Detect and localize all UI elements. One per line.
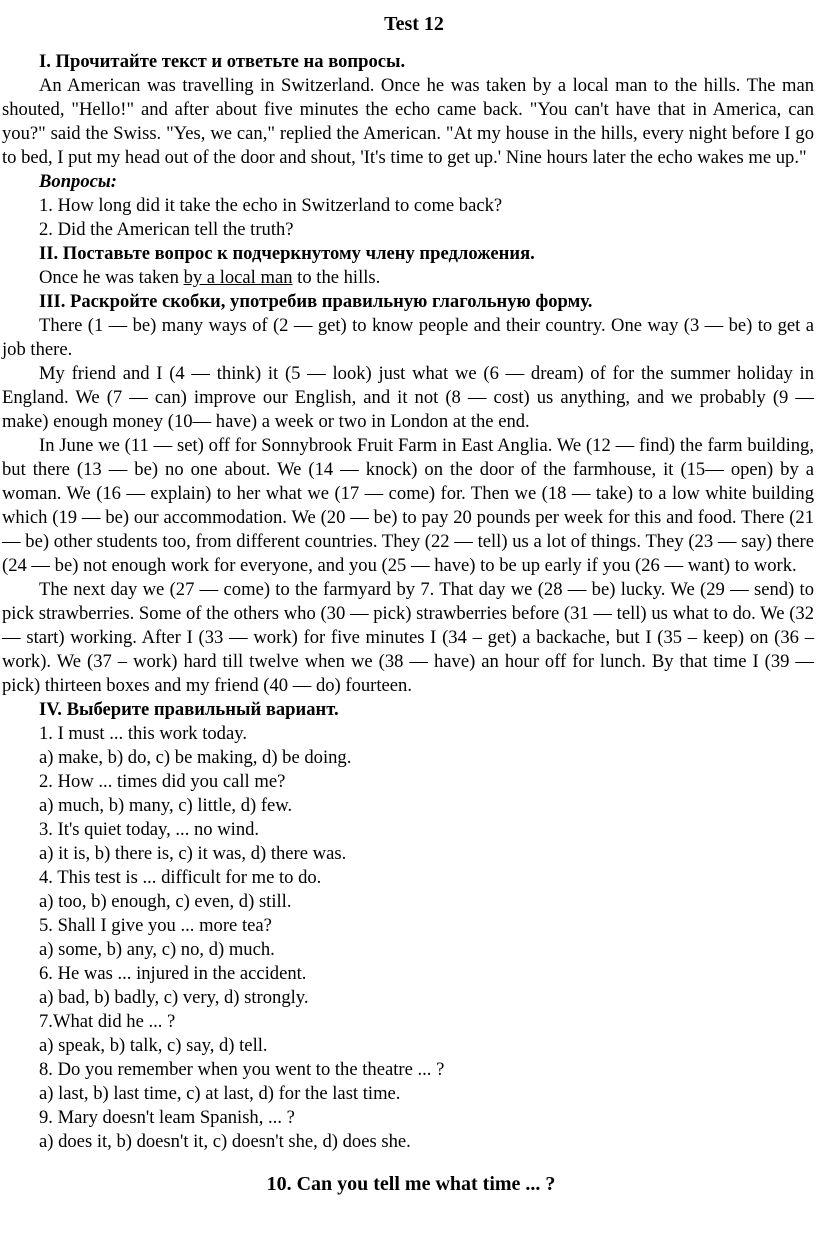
sentence-start: Once he was taken [39, 267, 184, 288]
mc-options-1: a) make, b) do, c) be making, d) be doing. [39, 747, 352, 768]
questions-label: Вопросы: [39, 171, 117, 192]
exercise-paragraph-1: There (1 — be) many ways of (2 — get) to know people and their country. One way (3 — be) to get a job there. [2, 315, 814, 360]
underlined-member: by a local man [183, 267, 293, 288]
section-3-heading: III. Раскройте скобки, употребив правильную глагольную форму. [39, 291, 593, 312]
mc-question-8: 8. Do you remember when you went to the theatre ... ? [39, 1059, 445, 1080]
section-1-heading: I. Прочитайте текст и ответьте на вопросы. [39, 51, 406, 72]
section-2-sentence [2, 266, 814, 290]
mc-question-4: 4. This test is ... difficult for me to do. [39, 867, 322, 888]
mc-question-2: 2. How ... times did you call me? [39, 771, 286, 792]
question-2: 2. Did the American tell the truth? [39, 219, 294, 240]
section-4-heading: IV. Выберите правильный вариант. [39, 699, 339, 720]
mc-options-4: a) too, b) enough, c) even, d) still. [39, 891, 292, 912]
mc-options-6: a) bad, b) badly, c) very, d) strongly. [39, 987, 309, 1008]
mc-question-1: 1. I must ... this work today. [39, 723, 247, 744]
exercise-paragraph-4: The next day we (27 — come) to the farmyard by 7. That day we (28 — be) lucky. We (29 — send) to pick strawberries. Some of the others who (30 — pick) strawberries before (31 — tell) us what to do. We (32 — start) working. After I (33 — work) for five minutes I (34 – get) a backache, but I (35 – keep) on (36 – work). We (37 – work) hard till twelve when we (38 — have) an hour off for lunch. By that time I (39 — pick) thirteen boxes and my friend (40 — do) fourteen. [2, 579, 814, 696]
question-1: 1. How long did it take the echo in Switzerland to come back? [39, 195, 503, 216]
final-question: 10. Can you tell me what time ... ? [266, 1173, 556, 1195]
section-2-heading: II. Поставьте вопрос к подчеркнутому члену предложения. [39, 243, 535, 264]
mc-question-6: 6. He was ... injured in the accident. [39, 963, 307, 984]
mc-options-5: a) some, b) any, c) no, d) much. [39, 939, 275, 960]
mc-options-3: a) it is, b) there is, c) it was, d) there was. [39, 843, 347, 864]
mc-question-5: 5. Shall I give you ... more tea? [39, 915, 272, 936]
mc-options-8: a) last, b) last time, c) at last, d) for the last time. [39, 1083, 401, 1104]
mc-options-9: a) does it, b) doesn't it, c) doesn't she, d) does she. [39, 1131, 411, 1152]
reading-text: An American was travelling in Switzerland. Once he was taken by a local man to the hills. The man shouted, "Hello!" and after about five minutes the echo came back. "You can't have that in America, can you?" said the Swiss. "Yes, we can," replied the American. "At my house in the hills, every night before I go to bed, I put my head out of the door and shout, 'It's time to get up.' Nine hours later the echo wakes me up." [2, 75, 814, 168]
test-title: Test 12 [384, 13, 444, 35]
sentence-end: to the hills. [292, 267, 381, 288]
exercise-paragraph-2: My friend and I (4 — think) it (5 — look) just what we (6 — dream) of for the summer holiday in England. We (7 — can) improve our English, and it not (8 — cost) us anything, and we probably (9 — make) enough money (10— have) a week or two in London at the end. [2, 363, 814, 432]
mc-question-3: 3. It's quiet today, ... no wind. [39, 819, 260, 840]
mc-options-2: a) much, b) many, c) little, d) few. [39, 795, 293, 816]
mc-question-7: 7.What did he ... ? [39, 1011, 176, 1032]
exercise-paragraph-3: In June we (11 — set) off for Sonnybrook Fruit Farm in East Anglia. We (12 — find) the farm building, but there (13 — be) no one about. We (14 — knock) on the door of the farmhouse, it (15— open) by a woman. We (16 — explain) to her what we (17 — come) for. Then we (18 — take) to a low white building which (19 — be) our accommodation. We (20 — be) to pay 20 pounds per week for this and food. There (21 — be) other students too, from different countries. They (22 — tell) us a lot of things. They (23 — say) there (24 — be) not enough work for everyone, and you (25 — have) to be up early if you (26 — want) to work. [2, 435, 814, 576]
mc-options-7: a) speak, b) talk, c) say, d) tell. [39, 1035, 268, 1056]
mc-question-9: 9. Mary doesn't leam Spanish, ... ? [39, 1107, 295, 1128]
